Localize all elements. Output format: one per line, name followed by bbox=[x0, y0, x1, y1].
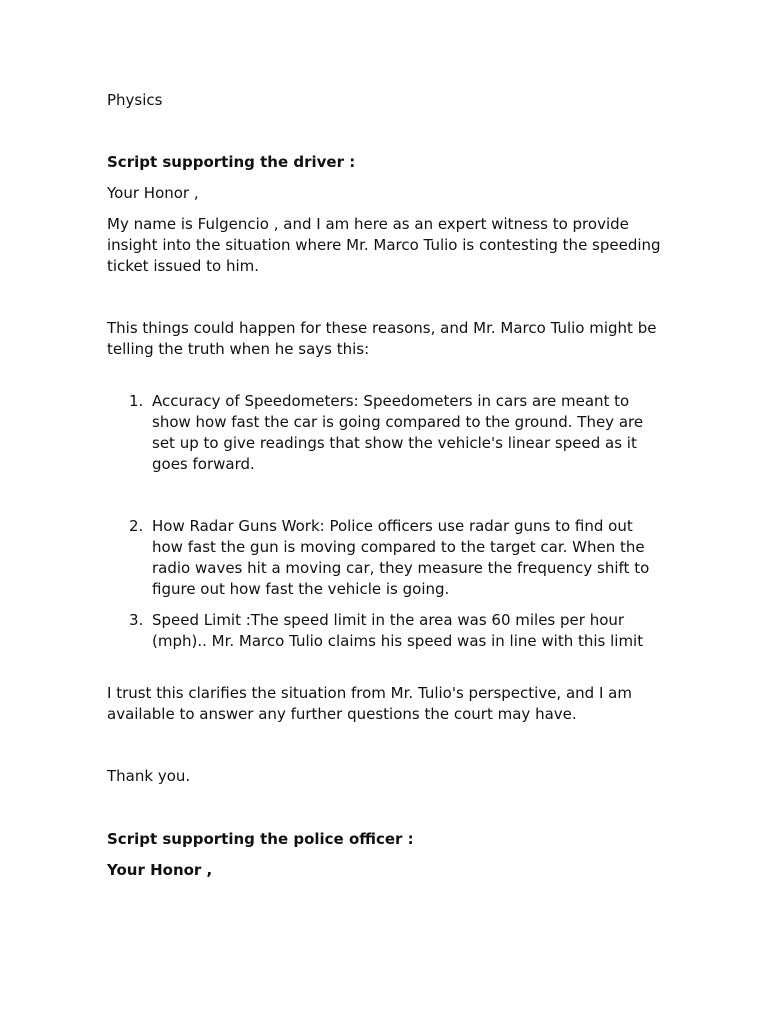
driver-salutation: Your Honor , bbox=[107, 184, 199, 202]
list-item bbox=[107, 516, 667, 600]
reason-intro-paragraph: This things could happen for these reasons, and Mr. Marco Tulio might be telling the truth when he says this: bbox=[107, 319, 657, 358]
list-item-number: 3. bbox=[129, 611, 144, 629]
thanks-line: Thank you. bbox=[107, 767, 191, 785]
list-item bbox=[107, 391, 667, 475]
list-item bbox=[107, 610, 667, 652]
driver-section-heading: Script supporting the driver : bbox=[107, 153, 356, 171]
document-page bbox=[107, 90, 667, 881]
list-item-number: 1. bbox=[129, 392, 144, 410]
officer-salutation: Your Honor , bbox=[107, 861, 213, 879]
reasons-list bbox=[107, 391, 667, 652]
closing-paragraph: I trust this clarifies the situation from Mr. Tulio's perspective, and I am available to answer any further questions the court may have. bbox=[107, 684, 632, 723]
list-item-text: Accuracy of Speedometers: Speedometers in cars are meant to show how fast the car is going compared to the ground. They are set up to give readings that show the vehicle's linear speed as it goes forward. bbox=[152, 392, 644, 473]
officer-section-heading: Script supporting the police officer : bbox=[107, 830, 414, 848]
list-item-number: 2. bbox=[129, 517, 144, 535]
list-item-text: How Radar Guns Work: Police officers use radar guns to find out how fast the gun is moving compared to the target car. When the radio waves hit a moving car, they measure the frequency shift to figure out how fast the vehicle is going. bbox=[152, 517, 650, 598]
document-subject: Physics bbox=[107, 91, 163, 109]
intro-paragraph: My name is Fulgencio , and I am here as an expert witness to provide insight into the situation where Mr. Marco Tulio is contesting the speeding ticket issued to him. bbox=[107, 215, 661, 275]
list-item-text: Speed Limit :The speed limit in the area was 60 miles per hour (mph).. Mr. Marco Tulio claims his speed was in line with this limit bbox=[152, 611, 644, 650]
